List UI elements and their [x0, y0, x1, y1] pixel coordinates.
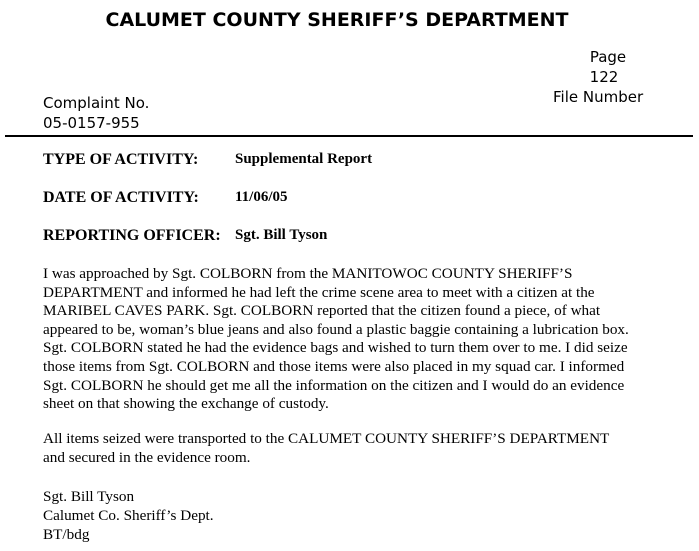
paragraph-line: MARIBEL CAVES PARK. Sgt. COLBORN reported that the citizen found a piece, of what: [43, 302, 601, 320]
report-paragraph-2: [43, 430, 609, 467]
complaint-number: 05-0157-955: [43, 114, 140, 132]
paragraph-line: appeared to be, woman’s blue jeans and also found a plastic baggie containing a lubrication box.: [43, 320, 629, 338]
paragraph-line: All items seized were transported to the CALUMET COUNTY SHERIFF’S DEPARTMENT: [43, 430, 610, 447]
page-number: 122: [589, 68, 619, 86]
signature-department: Calumet Co. Sheriff’s Dept.: [43, 507, 214, 524]
reporting-officer-label: REPORTING OFFICER:: [43, 227, 221, 244]
type-of-activity-label: TYPE OF ACTIVITY:: [43, 151, 199, 168]
page-title: CALUMET COUNTY SHERIFF’S DEPARTMENT: [105, 9, 569, 31]
paragraph-line: sheet on that showing the exchange of custody.: [43, 395, 329, 413]
signature-block: [43, 487, 214, 544]
header-divider: [5, 135, 693, 137]
file-number-label: File Number: [553, 88, 644, 106]
report-paragraph-1: [43, 265, 629, 414]
paragraph-line: those items from Sgt. COLBORN and those items were also placed in my squad car. I informed: [43, 357, 625, 375]
date-of-activity-value: 11/06/05: [235, 189, 288, 205]
paragraph-line: and secured in the evidence room.: [43, 448, 251, 466]
reporting-officer-value: Sgt. Bill Tyson: [235, 227, 328, 243]
type-of-activity-value: Supplemental Report: [235, 151, 373, 167]
signature-name: Sgt. Bill Tyson: [43, 488, 135, 505]
paragraph-line: Sgt. COLBORN stated he had the evidence bags and wished to turn them over to me. I did seize: [43, 339, 628, 357]
paragraph-line: Sgt. COLBORN he should get me all the information on the citizen and I would do an evidence: [43, 376, 625, 394]
page-label: Page: [589, 48, 627, 66]
paragraph-line: DEPARTMENT and informed he had left the crime scene area to meet with a citizen at the: [43, 283, 595, 301]
complaint-label: Complaint No.: [43, 94, 150, 112]
date-of-activity-label: DATE OF ACTIVITY:: [43, 189, 199, 206]
paragraph-line: I was approached by Sgt. COLBORN from the MANITOWOC COUNTY SHERIFF’S: [43, 265, 573, 282]
signature-initials: BT/bdg: [43, 526, 90, 543]
